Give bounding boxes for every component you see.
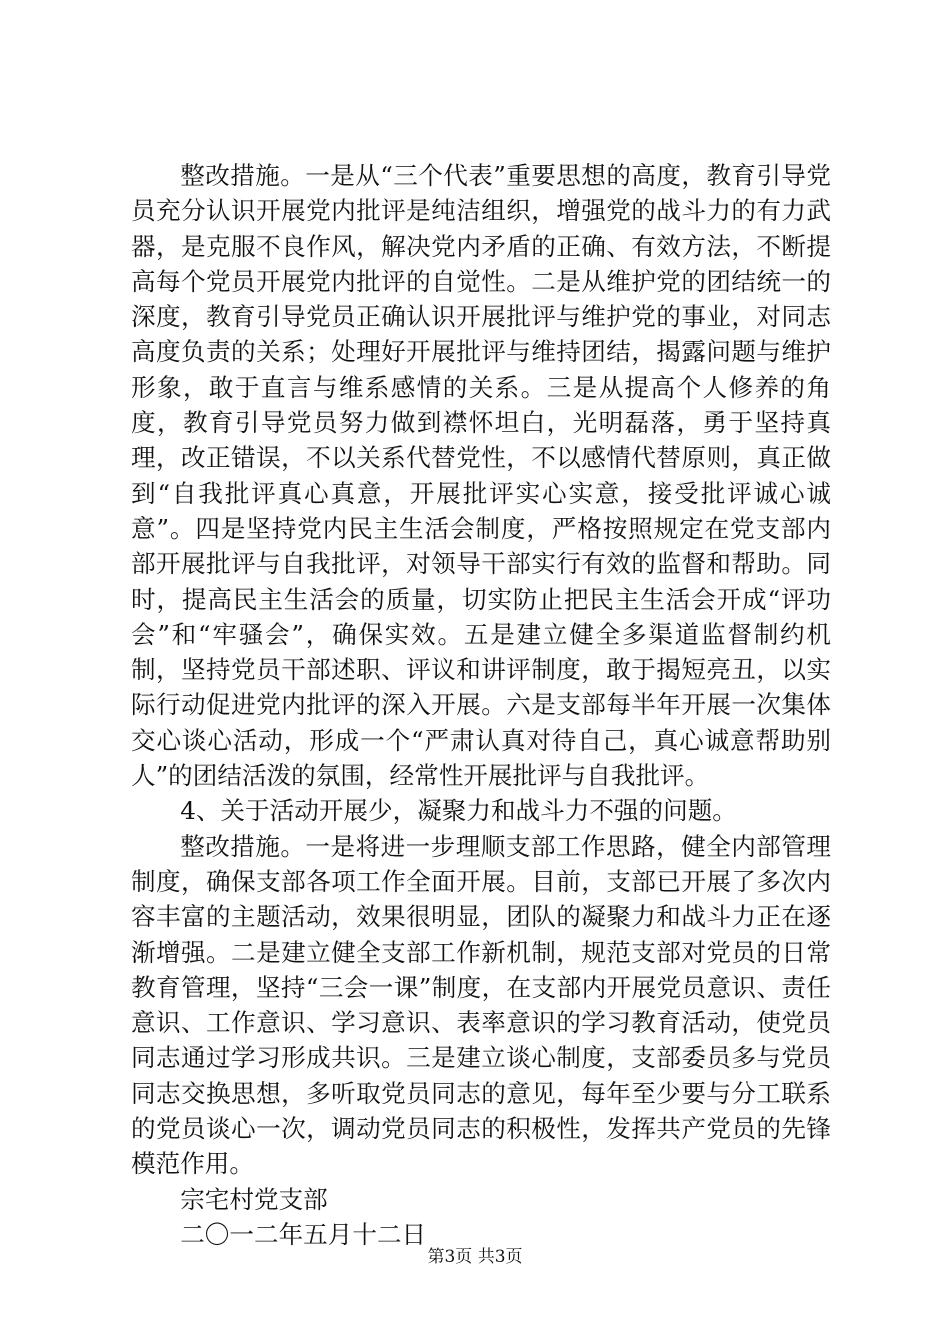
signature-date: 二〇一二年五月十二日 (180, 1219, 427, 1249)
document-body (131, 158, 831, 1252)
rectification-paragraph-3: 整改措施。一是从“三个代表”重要思想的高度，教育引导党员充分认识开展党内批评是纯洁组织，增强党的战斗力的有力武器，是克服不良作风，解决党内矛盾的正确、有效方法，不断提高每个党员开展党内批评的自觉性。二是从维护党的团结统一的深度，教育引导党员正确认识开展批评与维护党的事业，对同志高度负责的关系；处理好开展批评与维持团结，揭露问题与维护形象，敢于直言与维系感情的关系。三是从提高个人修养的角度，教育引导党员努力做到襟怀坦白，光明磊落，勇于坚持真理，改正错误，不以关系代替党性，不以感情代替原则，真正做到“自我批评真心真意，开展批评实心实意，接受批评诚心诚意”。四是坚持党内民主生活会制度，严格按照规定在党支部内部开展批评与自我批评，对领导干部实行有效的监督和帮助。同时，提高民主生活会的质量，切实防止把民主生活会开成“评功会”和“牢骚会”，确保实效。五是建立健全多渠道监督制约机制，坚持党员干部述职、评议和讲评制度，敢于揭短亮丑，以实际行动促进党内批评的深入开展。六是支部每半年开展一次集体交心谈心活动，形成一个“严肃认真对待自己，真心诚意帮助别人”的团结活泼的氛围，经常性开展批评与自我批评。 (131, 161, 831, 791)
signature-organization: 宗宅村党支部 (180, 1184, 328, 1214)
rectification-paragraph-4: 整改措施。一是将进一步理顺支部工作思路，健全内部管理制度，确保支部各项工作全面开展。目前，支部已开展了多次内容丰富的主题活动，效果很明显，团队的凝聚力和战斗力正在逐渐增强。二是建立健全支部工作新机制，规范支部对党员的日常教育管理，坚持“三会一课”制度，在支部内开展党员意识、责任意识、工作意识、学习意识、表率意识的学习教育活动，使党员同志通过学习形成共识。三是建立谈心制度，支部委员多与党员同志交换思想，多听取党员同志的意见，每年至少要与分工联系的党员谈心一次，调动党员同志的积极性，发挥共产党员的先锋模范作用。 (131, 831, 831, 1179)
issue-heading-4: 4、关于活动开展少，凝聚力和战斗力不强的问题。 (180, 796, 737, 826)
page-number-footer: 第3页 共3页 (427, 1247, 523, 1267)
